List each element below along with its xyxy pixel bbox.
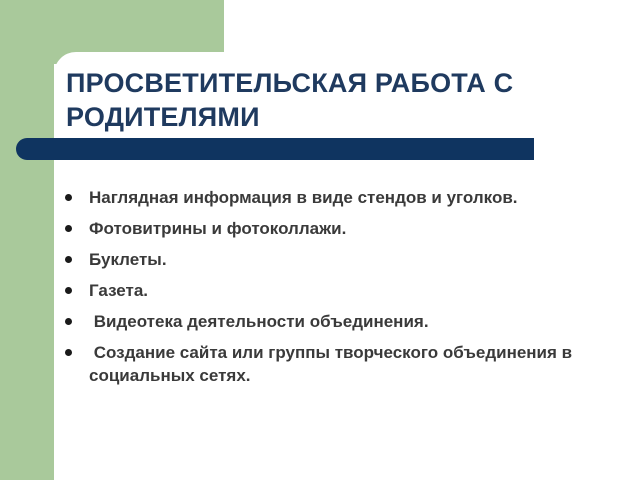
bullet-text: Фотовитрины и фотоколлажи. [89, 219, 347, 238]
bullet-text: Создание сайта или группы творческого объединения в социальных сетях. [89, 343, 577, 385]
list-item [62, 279, 582, 302]
bullet-text: Газета. [89, 281, 149, 300]
bullet-text: Видеотека деятельности объединения. [89, 312, 429, 331]
bullet-list [62, 186, 582, 395]
bullet-text: Наглядная информация в виде стендов и уголков. [89, 188, 518, 207]
list-item [62, 217, 582, 240]
bullet-dot-icon [65, 318, 72, 325]
bullet-dot-icon [65, 194, 72, 201]
bullet-dot-icon [65, 256, 72, 263]
list-item [62, 186, 582, 209]
bullet-dot-icon [65, 225, 72, 232]
list-item [62, 248, 582, 271]
list-item [62, 341, 582, 387]
bullet-text: Буклеты. [89, 250, 167, 269]
slide-title: ПРОСВЕТИТЕЛЬСКАЯ РАБОТА С РОДИТЕЛЯМИ [66, 68, 514, 132]
green-side-panel [0, 0, 54, 480]
bullet-dot-icon [65, 287, 72, 294]
bullet-dot-icon [65, 349, 72, 356]
title-divider-bar [16, 138, 534, 160]
list-item [62, 310, 582, 333]
